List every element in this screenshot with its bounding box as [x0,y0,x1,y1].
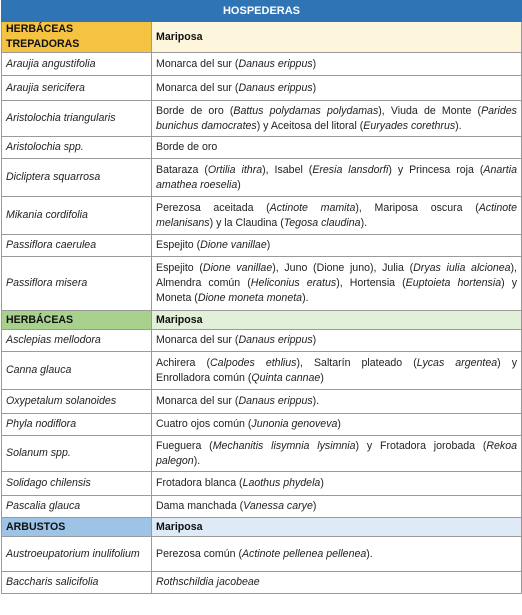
common-name-text: ) [266,239,271,251]
common-name-text: Monarca del sur ( [156,334,239,346]
common-name-text: ), Hortensia ( [336,277,406,289]
common-name-text: Monarca del sur ( [156,81,239,94]
species-name: Actinote mamita [269,201,356,214]
common-name-text: Frotadora blanca ( [156,477,243,489]
table-row [2,537,522,572]
butterfly-cell [152,436,522,472]
common-name-text: ), Saltarín plateado ( [296,356,417,369]
section-column-label: Mariposa [152,311,522,330]
butterfly-cell [152,197,522,235]
common-name-text: ) [312,57,317,70]
table-row [2,197,522,235]
table-row [2,137,522,159]
common-name-text: Perezosa aceitada ( [156,201,270,214]
table-row [2,390,522,414]
species-name: Lycas argentea [416,356,498,369]
common-name-text: ) y Frotadora jorobada ( [355,439,487,452]
table-title: HOSPEDERAS [2,1,522,22]
table-row [2,159,522,197]
table-row [2,352,522,390]
table-row [2,53,522,76]
plant-name: Araujia sericifera [2,76,152,101]
common-name-text: ) y Princesa roja ( [388,163,484,176]
common-name-text: ) [337,418,341,430]
common-name-text: Espejito ( [156,262,203,274]
common-name-text: Bataraza ( [156,163,208,176]
species-name: Dione vanillae [202,262,273,274]
common-name-text: Cuatro ojos común ( [156,418,252,430]
species-name: Heliconius eratus [250,277,337,289]
common-name-text: Borde de oro [156,141,218,153]
host-plants-table [1,0,522,594]
common-name-text: Monarca del sur ( [156,57,239,70]
species-name: Mechanitis lisymnia lysimnia [212,439,356,452]
species-name: Dione moneta moneta [197,292,303,304]
common-name-text: ). [366,547,373,560]
section-title: HERBÁCEAS TREPADORAS [2,22,152,53]
plant-name: Phyla nodiflora [2,414,152,436]
table-row [2,414,522,436]
species-name: Junonia genoveva [251,418,338,430]
species-name: Vanessa carye [243,500,313,512]
species-name: Parides bunichus damocrates [156,104,517,132]
section-header-row [2,22,522,53]
common-name-text: ), Almendra común ( [156,262,517,289]
butterfly-cell [152,159,522,197]
butterfly-cell [152,137,522,159]
butterfly-cell [152,76,522,101]
section-title: HERBÁCEAS [2,311,152,330]
species-name: Danaus erippus [238,334,313,346]
common-name-text: ) [237,178,241,191]
plant-name: Passiflora misera [2,257,152,311]
common-name-text: ) y la Claudina ( [209,216,284,229]
common-name-text: ) [320,477,324,489]
section-header-row [2,311,522,330]
species-name: Danaus erippus [238,81,313,94]
butterfly-cell [152,330,522,352]
common-name-text: ). [312,395,320,407]
common-name-text: ), Viuda de Monte ( [378,104,482,117]
common-name-text: ) y Moneta ( [156,277,517,304]
butterfly-cell [152,101,522,137]
butterfly-cell [152,414,522,436]
butterfly-cell [152,352,522,390]
common-name-text: ) y Aceitosa del litoral ( [256,119,364,132]
table-row [2,572,522,594]
plant-name: Pascalia glauca [2,496,152,518]
table-row [2,472,522,496]
section-title: ARBUSTOS [2,518,152,537]
section-column-label: Mariposa [152,518,522,537]
butterfly-cell [152,496,522,518]
species-name: Actinote melanisans [156,201,518,229]
common-name-text: Espejito ( [156,239,201,251]
species-name: Danaus erippus [238,395,313,407]
common-name-text: ), Juno (Dione juno), Julia ( [272,262,414,274]
plant-name: Aristolochia spp. [2,137,152,159]
butterfly-cell [152,572,522,594]
butterfly-cell [152,390,522,414]
section-column-label: Mariposa [152,22,522,53]
species-name: Anartia amathea roeselia [156,163,517,191]
plant-name: Araujia angustifolia [2,53,152,76]
species-name: Rekoa palegon [156,439,517,467]
table-row [2,436,522,472]
species-name: Ortilia ithra [207,163,263,176]
common-name-text: ). [360,216,368,229]
plant-name: Passiflora caerulea [2,235,152,257]
species-name: Battus polydamas polydamas [233,104,379,117]
plant-name: Austroeupatorium inulifolium [2,537,152,572]
common-name-text: ) y Enrolladora común ( [156,356,517,384]
butterfly-cell [152,235,522,257]
common-name-text: Borde de oro ( [156,104,234,117]
common-name-text: ) [312,500,317,512]
common-name-text: ). [302,292,309,304]
species-name: Calpodes ethlius [210,356,297,369]
species-name: Euptoieta hortensia [405,277,502,289]
common-name-text: Fueguera ( [156,439,213,452]
butterfly-cell [152,257,522,311]
plant-name: Canna glauca [2,352,152,390]
common-name-text: ). [455,119,462,132]
common-name-text: ) [312,334,317,346]
table-row [2,76,522,101]
species-name: Dione vanillae [200,239,267,251]
species-name: Danaus erippus [238,57,313,70]
plant-name: Baccharis salicifolia [2,572,152,594]
species-name: Tegosa claudina [283,216,361,229]
table-row [2,330,522,352]
common-name-text: Achirera ( [156,356,211,369]
plant-name: Dicliptera squarrosa [2,159,152,197]
table-title-row [2,1,522,22]
common-name-text: ). [193,454,201,467]
species-name: Eresia lansdorfi [312,163,389,176]
species-name: Dryas iulia alcionea [413,262,511,274]
section-header-row [2,518,522,537]
common-name-text: Perezosa común ( [156,547,242,560]
common-name-text: ) [312,81,317,94]
common-name-text: ), Mariposa oscura ( [355,201,479,214]
species-name: Actinote pellenea pellenea [241,547,367,560]
plant-name: Solanum spp. [2,436,152,472]
common-name-text: Monarca del sur ( [156,395,239,407]
table-row [2,235,522,257]
common-name-text: Dama manchada ( [156,500,244,512]
plant-name: Oxypetalum solanoides [2,390,152,414]
species-name: Rothschildia jacobeae [156,576,260,588]
plant-name: Aristolochia triangularis [2,101,152,137]
butterfly-cell [152,472,522,496]
common-name-text: ) [320,371,324,384]
species-name: Euryades corethrus [363,119,456,132]
plant-name: Asclepias mellodora [2,330,152,352]
plant-name: Solidago chilensis [2,472,152,496]
butterfly-cell [152,53,522,76]
species-name: Laothus phydela [242,477,321,489]
table-row [2,257,522,311]
table-row [2,496,522,518]
common-name-text: ), Isabel ( [262,163,313,176]
species-name: Quinta cannae [251,371,321,384]
plant-name: Mikania cordifolia [2,197,152,235]
butterfly-cell [152,537,522,572]
table-row [2,101,522,137]
